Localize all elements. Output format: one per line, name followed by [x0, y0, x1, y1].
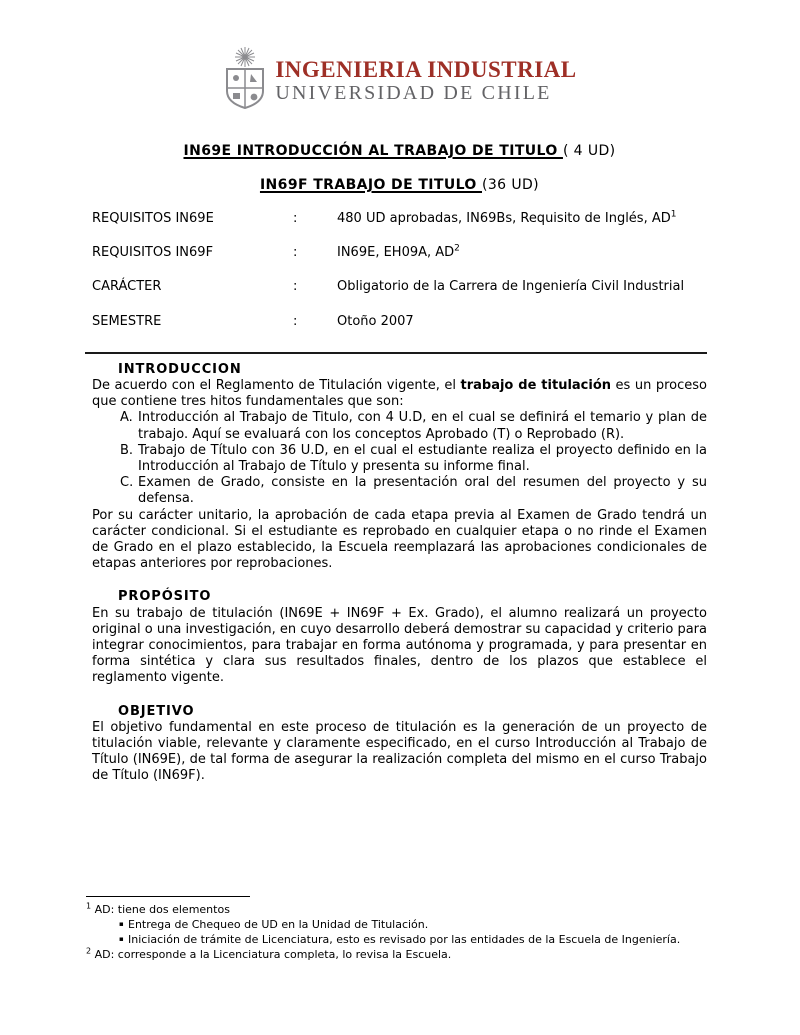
caracter-label: CARÁCTER: [92, 279, 162, 295]
section-divider-rule: [85, 352, 707, 354]
footnote-1-bullet-list: [86, 917, 710, 947]
semestre-colon: :: [293, 313, 298, 329]
heading-introduccion: INTRODUCCION: [118, 361, 242, 377]
caracter-row: [92, 279, 707, 295]
footnote-ref-1: 1: [670, 209, 677, 220]
list-item-a-text: Introducción al Trabajo de Titulo, con 4 U.D, en el cual se definirá el temario y plan de trabajo. Aquí se evaluará con los conceptos Aprobado (T) o Reprobado (R).: [138, 410, 707, 442]
university-logo: [92, 46, 707, 114]
requisitos-in69e-value: 480 UD aprobadas, IN69Bs, Requisito de Inglés, AD: [337, 211, 671, 226]
footnote-1-bullet-1-text: Entrega de Chequeo de UD en la Unidad de Titulación.: [128, 918, 429, 931]
requisitos-in69f-row: [92, 245, 707, 261]
requisitos-in69f-value: IN69E, EH09A, AD: [337, 245, 455, 261]
footnote-1: [86, 902, 710, 917]
list-item-c-letter: C.: [120, 475, 134, 491]
semestre-label: SEMESTRE: [92, 313, 162, 329]
caracter-colon: :: [293, 279, 298, 295]
intro-text-after: es un proceso que contiene tres hitos fundamentales que son:: [92, 378, 707, 410]
intro-text-bold: trabajo de titulación: [460, 378, 612, 394]
caracter-value: Obligatorio de la Carrera de Ingeniería Civil Industrial: [337, 279, 685, 295]
semestre-row: [92, 314, 707, 330]
footnote-1-bullet-item: [86, 932, 710, 947]
footnote-1-marker: 1: [86, 901, 92, 911]
course-title-in69e-underlined: IN69E INTRODUCCIÓN AL TRABAJO DE TITULO: [183, 143, 563, 159]
footnote-1-bullet-2-text: Iniciación de trámite de Licenciatura, esto es revisado por las entidades de la Escuela de Ingeniería.: [128, 933, 681, 946]
logo-text: [275, 57, 576, 104]
square-bullet-icon: ▪: [119, 920, 124, 928]
requisitos-in69f-colon: :: [293, 245, 298, 261]
list-item-a-letter: A.: [120, 410, 133, 426]
course-info-block: [92, 211, 707, 330]
list-item-c-text: Examen de Grado, consiste en la presentación oral del resumen del proyecto y su defensa.: [138, 475, 707, 507]
list-item-b-text: Trabajo de Título con 36 U.D, en el cual el estudiante realiza el proyecto definido en la Introducción al Trabajo de Título y presenta su informe final.: [138, 442, 707, 475]
list-item-b: [92, 443, 707, 475]
footnote-ref-2: 2: [454, 243, 460, 254]
course-title-in69f-ud: (36 UD): [482, 177, 540, 193]
introduccion-intro-paragraph: [92, 378, 707, 410]
footnotes-block: [86, 896, 710, 962]
introduccion-closing-paragraph: Por su carácter unitario, la aprobación de cada etapa previa al Examen de Grado tendrá un carácter condicional. Si el estudiante es reprobado en cualquier etapa o no rinde el Examen de Grado en el plazo establecido, la Escuela reemplazará las aprobaciones condicionales de etapas anteriores por reprobaciones.: [92, 507, 707, 572]
requisitos-in69e-colon: :: [293, 211, 298, 226]
logo-faculty-name: INGENIERIA INDUSTRIAL: [275, 56, 577, 82]
objetivo-paragraph: El objetivo fundamental en este proceso de titulación es la generación de un proyecto de titulación viable, relevante y claramente especificado, en el curso Introducción al Trabajo de Título (IN69E), de tal forma de asegurar la realización completa del mismo en el curso Trabajo de Título (IN69F).: [92, 719, 707, 784]
list-item-c: [92, 475, 707, 507]
square-bullet-icon: ▪: [119, 935, 124, 943]
heading-objetivo: OBJETIVO: [118, 703, 195, 719]
footnote-2: [86, 947, 710, 962]
requisitos-in69e-row: [92, 211, 707, 227]
footnote-separator-rule: [86, 896, 250, 897]
course-title-in69e-ud: ( 4 UD): [562, 143, 616, 159]
course-title-in69f-underlined: IN69F TRABAJO DE TITULO: [259, 177, 482, 193]
course-title-in69f: [92, 177, 707, 194]
footnote-1-bullet-item: [86, 917, 710, 932]
requisitos-in69e-label: REQUISITOS IN69E: [92, 211, 214, 226]
proposito-paragraph: En su trabajo de titulación (IN69E + IN69F + Ex. Grado), el alumno realizará un proyecto original o una investigación, en cuyo desarrollo deberá demostrar su capacidad y criterio para integrar conocimientos, para trabajar en forma autónoma y programada, y para presentar en forma sintética y clara sus resultados finales, dentro de los plazos que establece el reglamento vigente.: [92, 605, 707, 686]
course-title-in69e: [92, 143, 707, 160]
footnote-2-marker: 2: [86, 946, 92, 956]
semestre-value: Otoño 2007: [337, 313, 414, 329]
footnote-2-text: AD: corresponde a la Licenciatura completa, lo revisa la Escuela.: [91, 948, 452, 961]
list-item-b-letter: B.: [120, 442, 134, 458]
requisitos-in69f-label: REQUISITOS IN69F: [92, 245, 214, 261]
list-item-a: [92, 410, 707, 442]
logo-university-name: UNIVERSIDAD DE CHILE: [275, 81, 552, 104]
intro-text-before: De acuerdo con el Reglamento de Titulación vigente, el: [92, 378, 461, 394]
university-crest-icon: [222, 46, 268, 114]
footnote-1-text: AD: tiene dos elementos: [91, 903, 230, 916]
heading-proposito: PROPÓSITO: [118, 589, 212, 605]
hitos-list: [92, 410, 707, 507]
